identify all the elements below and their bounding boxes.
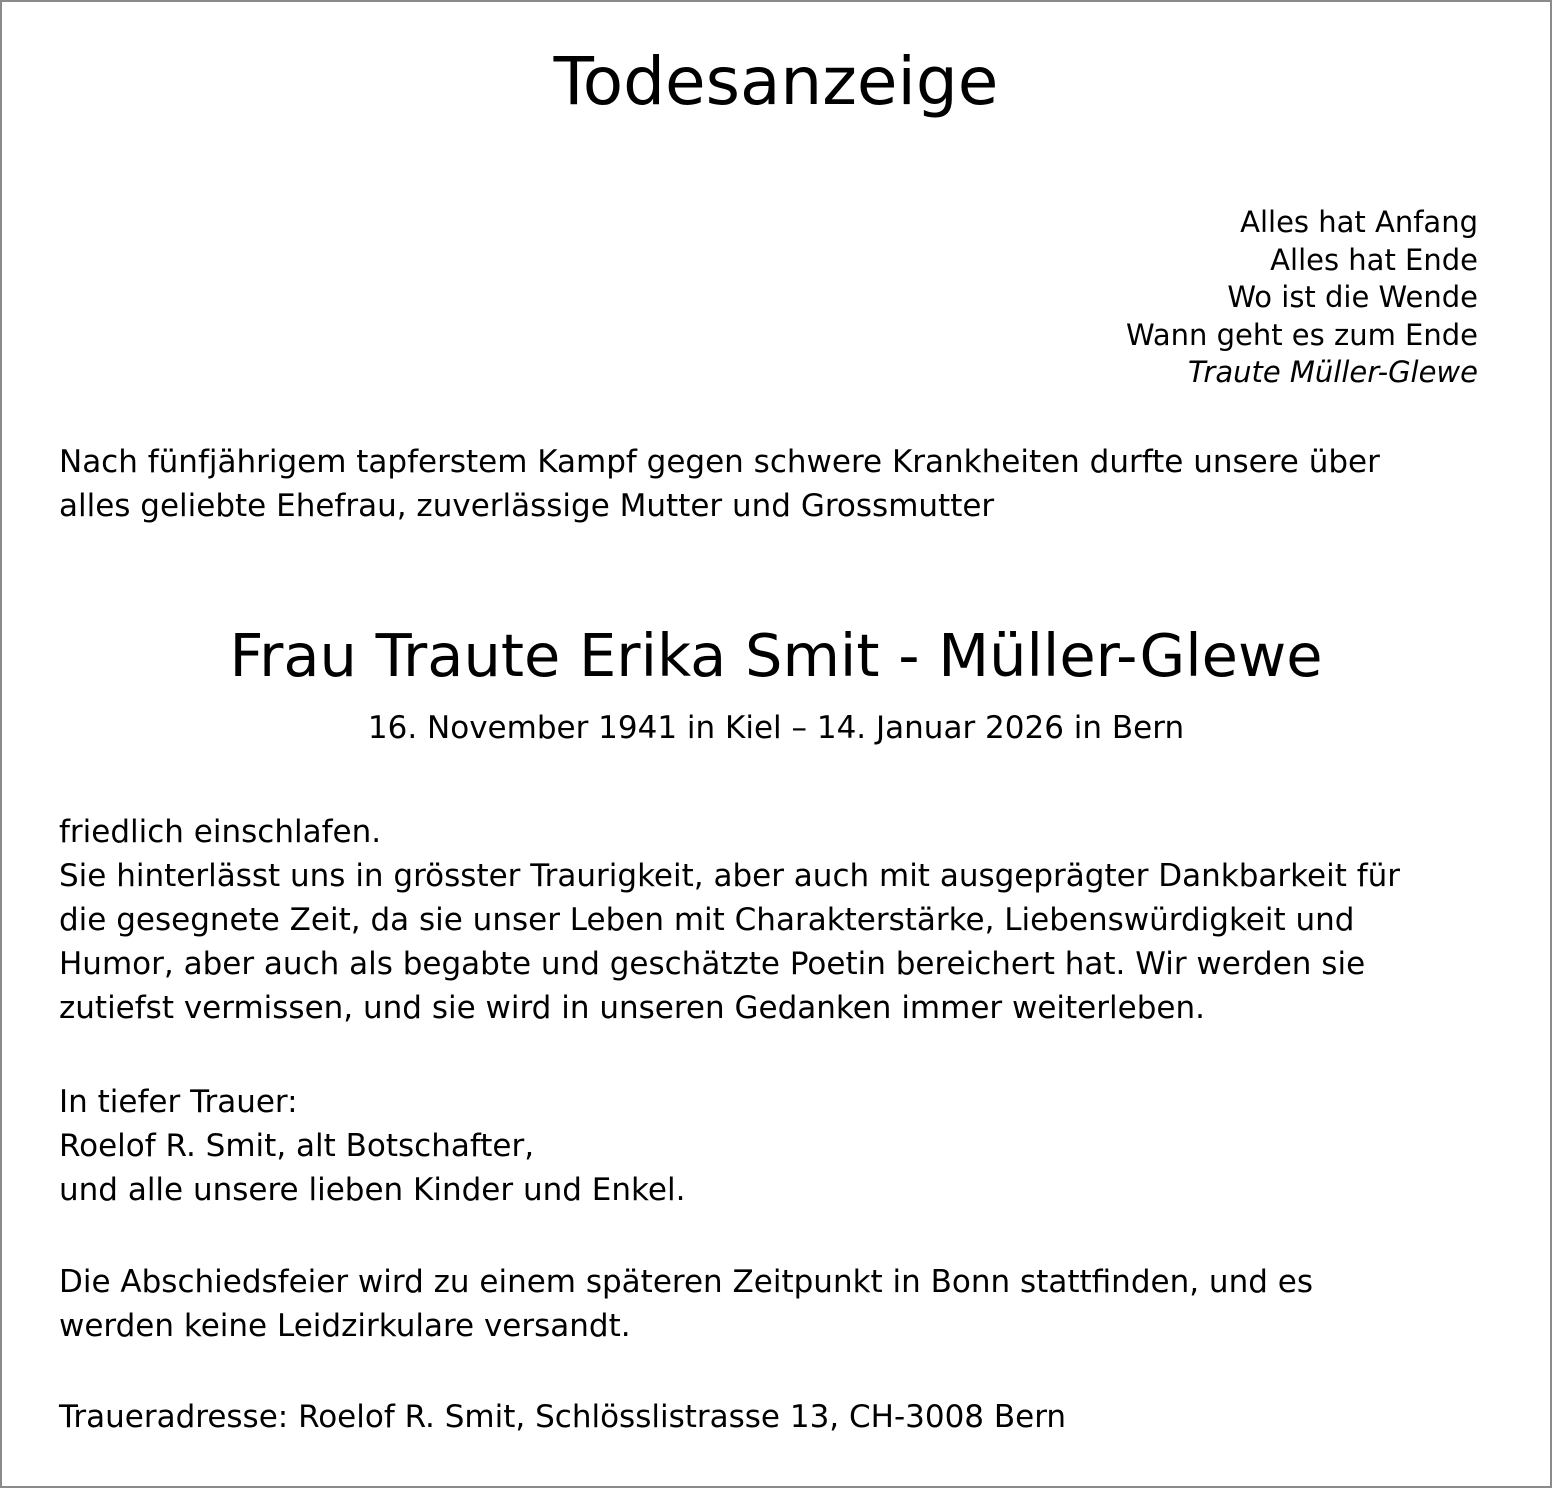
mourning-line: Roelof R. Smit, alt Botschafter, xyxy=(59,1128,535,1164)
deceased-name: Frau Traute Erika Smit - Müller-Glewe xyxy=(229,621,1323,690)
notice-heading: Todesanzeige xyxy=(553,43,999,120)
intro-paragraph xyxy=(59,440,1380,528)
ceremony-line: werden keine Leidzirkulare versandt. xyxy=(59,1308,631,1344)
life-dates: 16. November 1941 in Kiel – 14. Januar 2026 in Bern xyxy=(367,710,1185,746)
body-paragraph xyxy=(59,810,1400,1030)
poem-line: Alles hat Anfang xyxy=(1240,205,1478,239)
body-line: die gesegnete Zeit, da sie unser Leben mit Charakterstärke, Liebenswürdigkeit und xyxy=(59,902,1355,938)
poem-line: Wo ist die Wende xyxy=(1227,280,1478,314)
poem-line: Wann geht es zum Ende xyxy=(1126,317,1478,352)
ceremony-paragraph xyxy=(59,1260,1313,1348)
body-line: friedlich einschlafen. xyxy=(59,814,382,850)
mourning-block xyxy=(59,1080,685,1212)
mourning-address xyxy=(59,1395,1066,1439)
ceremony-line: Die Abschiedsfeier wird zu einem späteren Zeitpunkt in Bonn stattfinden, und es xyxy=(59,1264,1313,1300)
poem-block xyxy=(1126,204,1478,392)
mourning-line: und alle unsere lieben Kinder und Enkel. xyxy=(59,1172,686,1208)
address-line: Traueradresse: Roelof R. Smit, Schlösslistrasse 13, CH-3008 Bern xyxy=(59,1399,1067,1435)
mourning-line: In tiefer Trauer: xyxy=(59,1084,298,1120)
body-line: Sie hinterlässt uns in grösster Traurigkeit, aber auch mit ausgeprägter Dankbarkeit für xyxy=(59,858,1401,894)
intro-line: alles geliebte Ehefrau, zuverlässige Mutter und Grossmutter xyxy=(59,488,995,524)
poem-line: Alles hat Ende xyxy=(1270,242,1478,277)
body-line: Humor, aber auch als begabte und geschätzte Poetin bereichert hat. Wir werden sie xyxy=(59,946,1366,982)
intro-line: Nach fünfjährigem tapferstem Kampf gegen schwere Krankheiten durfte unsere über xyxy=(59,444,1380,480)
body-line: zutiefst vermissen, und sie wird in unseren Gedanken immer weiterleben. xyxy=(59,990,1205,1026)
poem-author: Traute Müller-Glewe xyxy=(1187,355,1478,389)
